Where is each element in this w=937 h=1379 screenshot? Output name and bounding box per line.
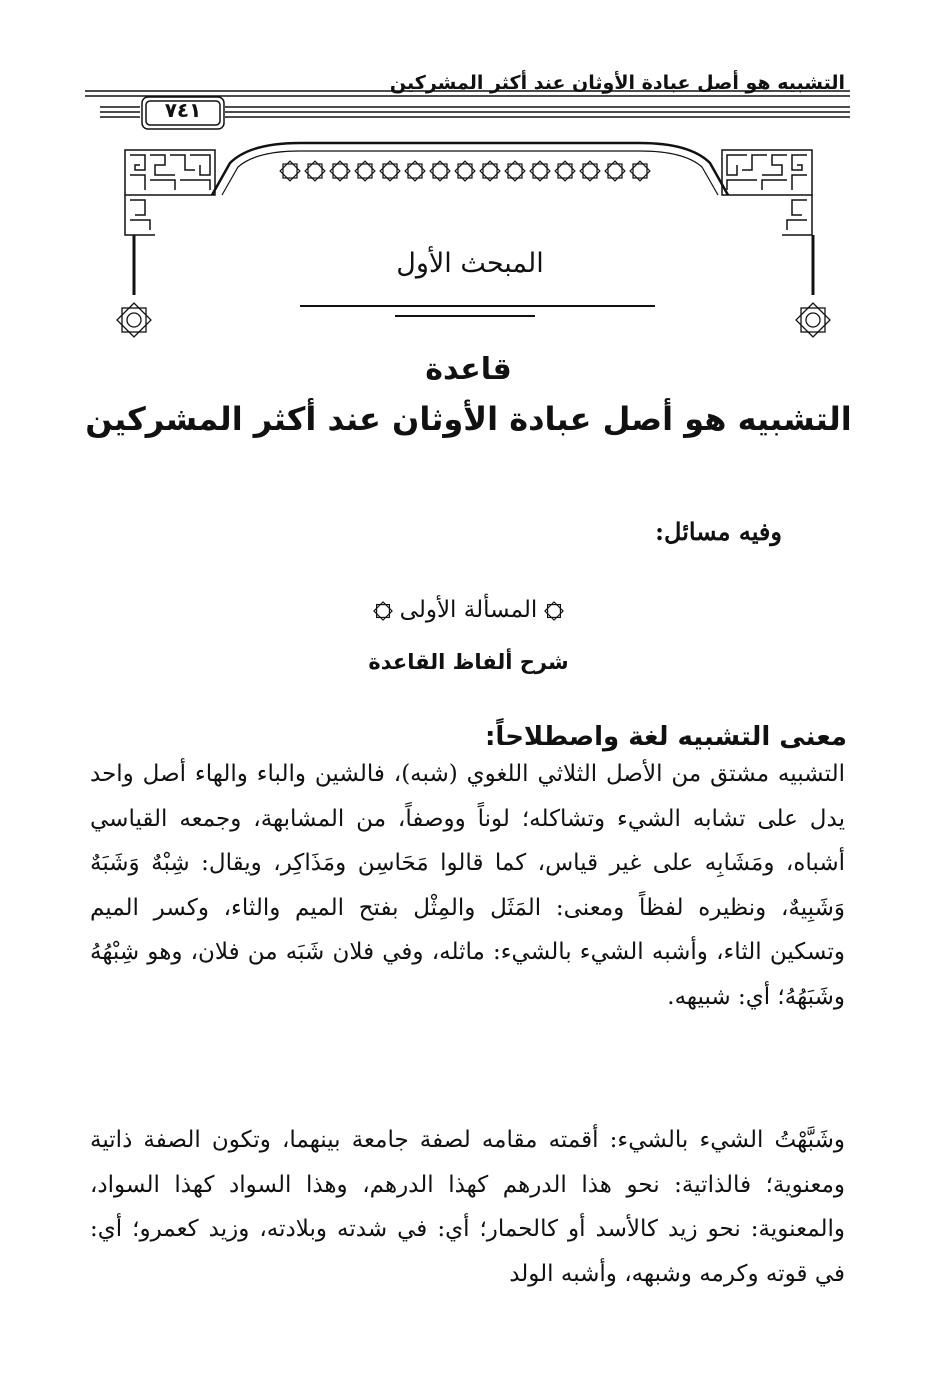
star-ornament-icon xyxy=(430,161,450,181)
issue-title: المسألة الأولى xyxy=(399,597,538,623)
star-ornament-icon xyxy=(530,161,550,181)
star-ornament-icon xyxy=(372,600,394,622)
star-ornament-icon xyxy=(455,161,475,181)
issue-subtitle: شرح ألفاظ القاعدة xyxy=(368,650,569,674)
rule-label: قاعدة xyxy=(425,352,512,387)
running-header: التشبيه هو أصل عبادة الأوثان عند أكثر المشركين xyxy=(389,72,845,94)
divider-long xyxy=(300,305,655,307)
paragraph: وشَبَّهْتُ الشيء بالشيء: أقمته مقامه لصفة جامعة بينهما، وتكون الصفة ذاتية ومعنوية؛ فالذاتية: نحو هذا الدرهم كهذا الدرهم، وهذا السواد كهذا السواد، والمعنوية: نحو زيد كالأسد أو كالحمار؛ أي: في شدته وبلادته، وزيد كعمرو؛ أي: في قوته وكرمه وشبهه، وأشبه الولد xyxy=(90,1127,845,1287)
star-ornament-icon xyxy=(605,161,625,181)
divider-short xyxy=(395,315,535,317)
star-ornament-icon xyxy=(405,161,425,181)
issue-heading xyxy=(0,597,937,623)
definition-heading: معنى التشبيه لغة واصطلاحاً: xyxy=(485,722,847,752)
star-ornament-icon xyxy=(480,161,500,181)
star-ornament-icon xyxy=(280,161,300,181)
intro-text: وفيه مسائل: xyxy=(655,517,782,546)
section-title: المبحث الأول xyxy=(396,248,544,279)
star-ornament-icon xyxy=(355,161,375,181)
star-ornament-icon xyxy=(630,161,650,181)
star-ornament-icon xyxy=(555,161,575,181)
star-ornament-icon xyxy=(580,161,600,181)
star-ornament-icon xyxy=(380,161,400,181)
star-ornament-icon xyxy=(543,600,565,622)
rule-statement: التشبيه هو أصل عبادة الأوثان عند أكثر المشركين xyxy=(85,400,852,438)
paragraph: التشبيه مشتق من الأصل الثلاثي اللغوي (شبه)، فالشين والباء والهاء أصل واحد يدل على تشابه الشيء وتشاكله؛ لوناً ووصفاً، من المشابهة، وجمعه القياسي أشباه، ومَشَابِه على غير قياس، كما قالوا مَحَاسِن ومَذَاكِر، ويقال: شِبْهٌ وَشَبَهٌ وَشَبِيهٌ، ونظيره لفظاً ومعنى: المَثَل والمِثْل بفتح الميم والثاء، وكسر الميم وتسكين الثاء، وأشبه الشيء بالشيء: ماثله، وفي فلان شَبَه من فلان، وهو شِبْهُهُ وشَبَهُهُ؛ أي: شبيهه. xyxy=(90,761,845,1010)
star-ornament-icon xyxy=(330,161,350,181)
star-ornament-icon xyxy=(305,161,325,181)
star-ornament-icon xyxy=(505,161,525,181)
page-number: ٧٤١ xyxy=(164,98,202,122)
